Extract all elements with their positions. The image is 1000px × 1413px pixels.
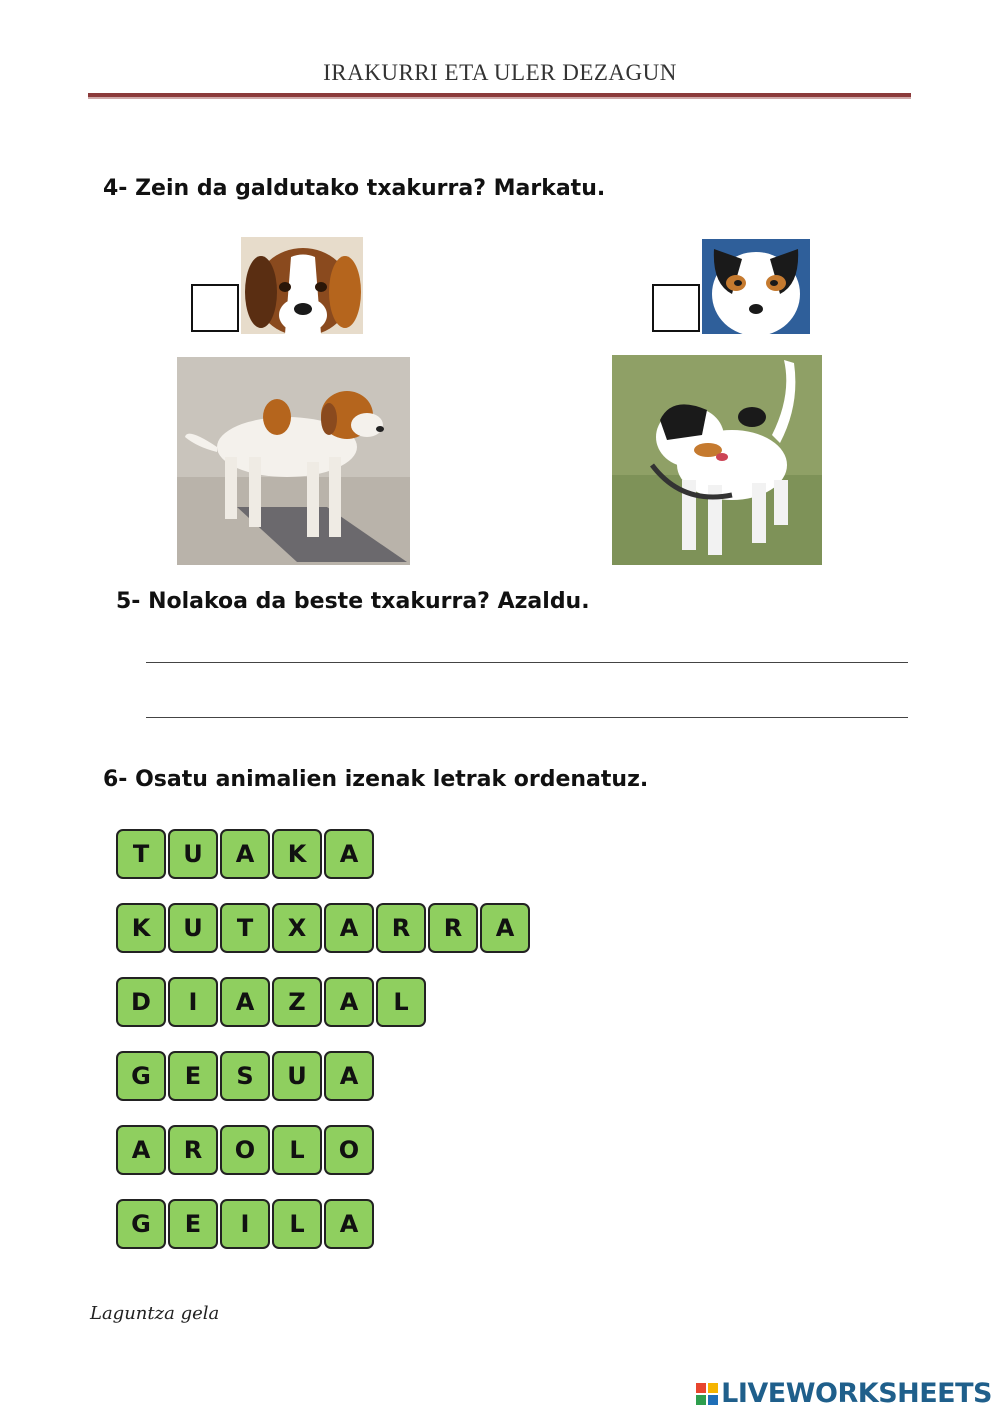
checkbox-beagle[interactable]	[191, 284, 239, 332]
letter-tile[interactable]: X	[272, 903, 322, 953]
word-row-1	[116, 829, 374, 879]
word-row-2	[116, 903, 530, 953]
letter-tile[interactable]: I	[220, 1199, 270, 1249]
answer-line-1[interactable]	[146, 662, 908, 663]
letter-tile[interactable]: E	[168, 1051, 218, 1101]
letter-tile[interactable]: L	[376, 977, 426, 1027]
letter-tile[interactable]: E	[168, 1199, 218, 1249]
letter-tile[interactable]: R	[168, 1125, 218, 1175]
letter-tile[interactable]: A	[324, 977, 374, 1027]
letter-tile[interactable]: U	[168, 829, 218, 879]
letter-tile[interactable]: G	[116, 1051, 166, 1101]
checkbox-jack-russell[interactable]	[652, 284, 700, 332]
letter-tile[interactable]: U	[272, 1051, 322, 1101]
question-4-title: 4- Zein da galdutako txakurra? Markatu.	[103, 176, 606, 201]
letter-tile[interactable]: L	[272, 1125, 322, 1175]
letter-tile[interactable]: A	[324, 829, 374, 879]
letter-tile[interactable]: A	[220, 829, 270, 879]
letter-tile[interactable]: A	[220, 977, 270, 1027]
letter-tile[interactable]: U	[168, 903, 218, 953]
letter-tile[interactable]: A	[324, 1199, 374, 1249]
letter-tile[interactable]: G	[116, 1199, 166, 1249]
word-row-6	[116, 1199, 374, 1249]
letter-tile[interactable]: Z	[272, 977, 322, 1027]
letter-tile[interactable]: O	[324, 1125, 374, 1175]
letter-tile[interactable]: A	[480, 903, 530, 953]
letter-tile[interactable]: O	[220, 1125, 270, 1175]
letter-tile[interactable]: T	[220, 903, 270, 953]
letter-tile[interactable]: K	[272, 829, 322, 879]
letter-tile[interactable]: T	[116, 829, 166, 879]
brand-text: LIVEWORKSHEETS	[721, 1378, 992, 1409]
answer-line-2[interactable]	[146, 717, 908, 718]
letter-tile[interactable]: D	[116, 977, 166, 1027]
letter-tile[interactable]: R	[428, 903, 478, 953]
word-row-5	[116, 1125, 374, 1175]
letter-tile[interactable]: L	[272, 1199, 322, 1249]
word-row-4	[116, 1051, 374, 1101]
letter-tile[interactable]: A	[324, 903, 374, 953]
letter-tile[interactable]: I	[168, 977, 218, 1027]
footer-note: Laguntza gela	[90, 1303, 220, 1324]
worksheet-title: IRAKURRI ETA ULER DEZAGUN	[323, 60, 677, 85]
word-row-3	[116, 977, 426, 1027]
letter-tile[interactable]: S	[220, 1051, 270, 1101]
letter-tile[interactable]: A	[116, 1125, 166, 1175]
question-6-title: 6- Osatu animalien izenak letrak ordenatuz.	[103, 767, 649, 792]
jack-russell-head-icon	[702, 239, 810, 334]
liveworksheets-brand	[696, 1378, 992, 1409]
header-divider	[88, 93, 911, 99]
beagle-head-icon	[241, 237, 363, 334]
jack-russell-dog-photo	[612, 355, 822, 565]
beagle-dog-photo	[177, 357, 410, 565]
letter-tile[interactable]: K	[116, 903, 166, 953]
question-5-title: 5- Nolakoa da beste txakurra? Azaldu.	[116, 589, 590, 614]
letter-tile[interactable]: R	[376, 903, 426, 953]
liveworksheets-logo-icon	[696, 1383, 718, 1405]
letter-tile[interactable]: A	[324, 1051, 374, 1101]
